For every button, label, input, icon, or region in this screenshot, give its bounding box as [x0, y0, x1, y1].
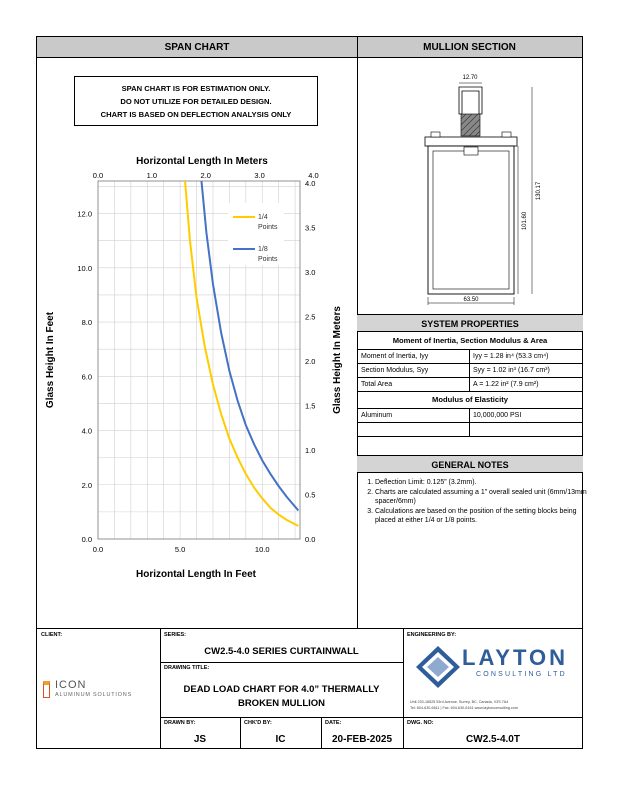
- x-axis-label: Horizontal Length In Feet: [136, 569, 256, 580]
- x-tick-label: 5.0: [174, 545, 186, 554]
- general-notes-list: [363, 478, 589, 526]
- y-tick-label: 2.0: [81, 480, 92, 490]
- right-tick-label: 2.5: [305, 312, 316, 322]
- icon-logo-mark: [43, 681, 50, 698]
- elasticity-table: [357, 408, 583, 437]
- mullion-section-drawing: [358, 59, 582, 311]
- date-value: 20-FEB-2025: [331, 734, 393, 745]
- drawn-by-value: JS: [193, 734, 207, 745]
- right-tick-label: 2.0: [305, 357, 316, 367]
- engineering-divider: [403, 717, 583, 718]
- top-tick-label: 0.0: [92, 171, 104, 180]
- series-label: SERIES:: [164, 632, 187, 638]
- mullion-section-header: [357, 37, 582, 58]
- y-tick-label: 8.0: [81, 318, 92, 328]
- engineering-label: ENGINEERING BY:: [407, 632, 457, 638]
- y-tick-label: 10.0: [77, 263, 92, 273]
- mullion-tube-inner: [433, 151, 509, 289]
- top-tick-label: 2.0: [200, 171, 211, 180]
- y-tick-label: 4.0: [81, 426, 92, 436]
- modulus-of-elasticity-title: Modulus of Elasticity: [432, 395, 508, 404]
- y-axis-label: Glass Height In Feet: [45, 311, 56, 409]
- property-label: Moment of Inertia, Iyy: [358, 350, 470, 364]
- chart-title: Horizontal Length In Meters: [136, 156, 268, 167]
- dwg-no-value: CW2.5-4.0T: [466, 734, 520, 745]
- engineer-name: LAYTON: [462, 645, 569, 670]
- drawing-title-line-2: BROKEN MULLION: [237, 698, 326, 709]
- note-item: 1. Deflection Limit: 0.125” (3.2mm).: [375, 478, 589, 488]
- material-value: 10,000,000 PSI: [470, 409, 583, 423]
- checked-by-label: CHK'D BY:: [244, 720, 272, 726]
- property-value: Iyy = 1.28 in⁴ (53.3 cm⁴): [470, 350, 583, 364]
- moment-section-area-title: Moment of Inertia, Section Modulus & Area: [392, 336, 548, 345]
- table-row: [358, 378, 583, 392]
- y-tick-label: 0.0: [81, 535, 92, 544]
- legend-label-eighth-1: 1/8: [258, 246, 268, 253]
- series-value: CW2.5-4.0 SERIES CURTAINWALL: [204, 646, 359, 657]
- thermal-break-block: [461, 114, 480, 136]
- notice-line-2: DO NOT UTILIZE FOR DETAILED DESIGN.: [120, 97, 272, 106]
- client-logo-sub: ALUMINUM SOLUTIONS: [55, 692, 133, 698]
- y-tick-label: 12.0: [77, 209, 92, 219]
- date-label: DATE:: [325, 720, 342, 726]
- dim-outer-text: 130.17: [536, 181, 542, 201]
- table-row: [358, 423, 583, 437]
- notice-line-1: SPAN CHART IS FOR ESTIMATION ONLY.: [121, 84, 271, 93]
- drawn-by-label: DRAWN BY:: [164, 720, 196, 726]
- property-value: Syy = 1.02 in³ (16.7 cm³): [470, 364, 583, 378]
- general-notes-title: GENERAL NOTES: [357, 455, 583, 473]
- mullion-section-header-label: MULLION SECTION: [423, 42, 516, 53]
- table-row: [358, 364, 583, 378]
- series-divider: [160, 662, 403, 663]
- system-properties-title: SYSTEM PROPERTIES: [357, 314, 583, 332]
- client-logo-main: ICON: [55, 679, 87, 691]
- right-tick-label: 0.5: [305, 490, 316, 500]
- drawing-title-label: DRAWING TITLE:: [164, 665, 210, 671]
- engineer-subtitle: CONSULTING LTD: [476, 671, 567, 678]
- title-block-divider-2: [403, 628, 404, 748]
- mullion-screw-spline: [464, 147, 478, 155]
- note-item: 3. Calculations are based on the position of the setting blocks being placed at either 1/4 or 1/8 points.: [375, 507, 589, 526]
- right-tick-label: 4.0: [305, 179, 316, 189]
- properties-table: [357, 349, 583, 392]
- drawing-title-line-1: DEAD LOAD CHART FOR 4.0” THERMALLY: [183, 684, 380, 695]
- span-chart-header: [37, 37, 357, 58]
- note-item: 2. Charts are calculated assuming a 1” overall sealed unit (6mm/13mm spacer/6mm): [375, 488, 589, 507]
- layton-logo-mark: [416, 646, 460, 688]
- right-tick-label: 1.5: [305, 401, 316, 411]
- engineer-contact: Tel: 604-630-6611 | Fax: 604-630-6161 www.laytonconsulting.com: [410, 706, 518, 710]
- top-tick-label: 3.0: [254, 171, 265, 180]
- y2-axis-label: Glass Height In Meters: [332, 306, 343, 414]
- dim-inner-text: 101.60: [522, 211, 528, 231]
- right-tick-label: 0.0: [305, 535, 316, 544]
- right-tick-label: 3.5: [305, 223, 316, 233]
- estimation-notice: [74, 76, 318, 126]
- engineer-address: Unit 233-18525 53rd Avenue, Surrey, BC, Canada, V3S 7A4: [410, 700, 509, 704]
- dwg-no-label: DWG. NO:: [407, 720, 434, 726]
- dim-top-text: 12.70: [462, 75, 478, 81]
- x-tick-label: 10.0: [254, 545, 270, 554]
- flange-gasket-left: [431, 132, 440, 137]
- notice-line-3: CHART IS BASED ON DEFLECTION ANALYSIS ONLY: [100, 110, 292, 119]
- legend-label-eighth-2: Points: [258, 256, 278, 263]
- flange-gasket-right: [502, 132, 511, 137]
- title-block-top-line: [37, 628, 583, 629]
- checked-by-value: IC: [275, 734, 286, 745]
- property-label: Section Modulus, Syy: [358, 364, 470, 378]
- client-label: CLIENT:: [41, 632, 63, 638]
- right-tick-label: 3.0: [305, 268, 316, 278]
- right-tick-label: 1.0: [305, 446, 316, 456]
- mullion-flange: [425, 137, 517, 146]
- dim-width-text: 63.50: [463, 297, 479, 303]
- span-chart: [37, 140, 357, 600]
- span-chart-header-label: SPAN CHART: [164, 42, 230, 53]
- x-tick-label: 0.0: [92, 545, 104, 554]
- layton-logo: [414, 644, 574, 694]
- table-row: [358, 409, 583, 423]
- legend-label-quarter-2: Points: [258, 224, 278, 231]
- y-tick-label: 6.0: [81, 372, 92, 382]
- client-logo: [43, 680, 155, 704]
- property-value: A = 1.22 in² (7.9 cm²): [470, 378, 583, 392]
- table-row: [358, 350, 583, 364]
- material-label: Aluminum: [358, 409, 470, 423]
- top-tick-label: 4.0: [308, 171, 319, 180]
- drawing-title-divider: [160, 717, 403, 718]
- top-tick-label: 1.0: [146, 171, 158, 180]
- mullion-nose: [459, 87, 482, 114]
- legend-label-quarter-1: 1/4: [258, 214, 268, 221]
- property-label: Total Area: [358, 378, 470, 392]
